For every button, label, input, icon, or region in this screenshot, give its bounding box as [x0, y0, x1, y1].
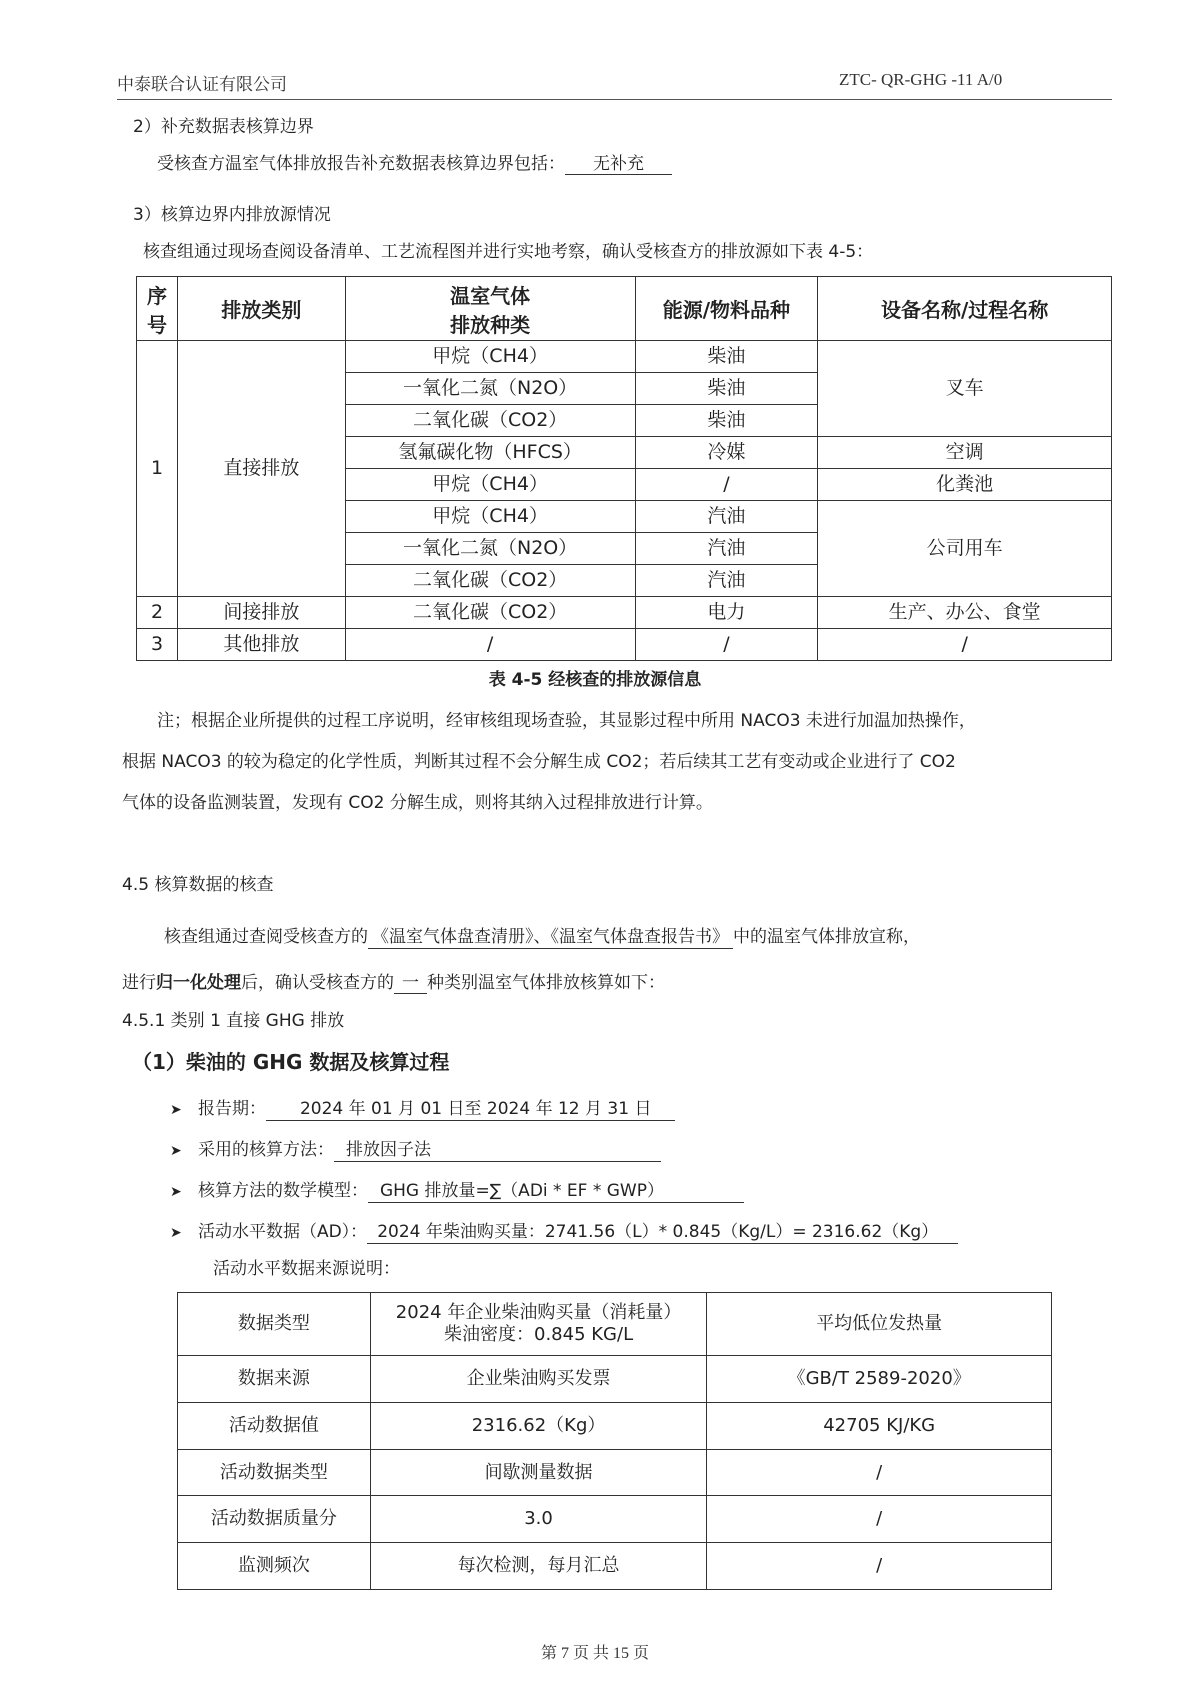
emission-source-table — [136, 276, 1112, 661]
th-energy: 能源/物料品种 — [635, 277, 818, 341]
row-label: 数据类型 — [178, 1293, 371, 1356]
category-direct: 直接排放 — [177, 341, 345, 597]
note-line3: 气体的设备监测装置，发现有 CO2 分解生成，则将其纳入过程排放进行计算。 — [122, 793, 713, 813]
arrow-icon: ➤ — [170, 1102, 182, 1118]
energy-cell: 柴油 — [635, 341, 818, 373]
row-label: 监测频次 — [178, 1543, 371, 1590]
gas-cell: / — [345, 629, 635, 661]
note-line2: 根据 NACO3 的较为稳定的化学性质，判断其过程不会分解生成 CO2；若后续其工艺有变动或企业进行了 CO2 — [122, 752, 956, 772]
device-cell: / — [818, 629, 1112, 661]
page-number: 第 7 页 共 15 页 — [540, 1645, 649, 1662]
table-row — [178, 1496, 1052, 1543]
section2-line — [157, 149, 672, 175]
seq-2: 2 — [137, 597, 178, 629]
energy-cell: 电力 — [635, 597, 818, 629]
gas-cell: 甲烷（CH4） — [345, 501, 635, 533]
energy-cell: 柴油 — [635, 405, 818, 437]
seq-1: 1 — [137, 341, 178, 597]
device-car: 公司用车 — [818, 501, 1112, 597]
table45-caption: 表 4-5 经核查的排放源信息 — [488, 670, 702, 690]
row-value: / — [707, 1543, 1052, 1590]
th-gas: 温室气体 排放种类 — [345, 277, 635, 341]
row-label: 活动数据类型 — [178, 1450, 371, 1496]
gas-cell: 二氧化碳（CO2） — [345, 597, 635, 629]
gas-cell: 一氧化二氮（N2O） — [345, 373, 635, 405]
section45-title: 4.5 核算数据的核查 — [122, 875, 274, 895]
th-category: 排放类别 — [177, 277, 345, 341]
diesel-title: （1）柴油的 GHG 数据及核算过程 — [132, 1050, 450, 1074]
row-label: 活动数据质量分 — [178, 1496, 371, 1543]
header-company: 中泰联合认证有限公司 — [117, 75, 287, 94]
row-value: 42705 KJ/KG — [707, 1403, 1052, 1450]
section3-intro: 核查组通过现场查阅设备清单、工艺流程图并进行实地考察，确认受核查方的排放源如下表 4-5： — [143, 242, 874, 262]
row-value: 2024 年企业柴油购买量（消耗量） 柴油密度：0.845 KG/L — [370, 1293, 707, 1356]
table-row — [178, 1450, 1052, 1496]
gas-cell: 甲烷（CH4） — [345, 469, 635, 501]
ad-source-title: 活动水平数据来源说明： — [213, 1259, 400, 1279]
row-value: 3.0 — [370, 1496, 707, 1543]
section45-p1: 核查组通过查阅受核查方的 《温室气体盘查清册》、《温室气体盘查报告书》 中的温室气体排放宣称， — [164, 922, 920, 949]
bullet-model: ➤ 核算方法的数学模型： GHG 排放量=∑（ADi * EF * GWP） — [170, 1176, 744, 1203]
gas-cell: 甲烷（CH4） — [345, 341, 635, 373]
device-cell: 生产、办公、食堂 — [818, 597, 1112, 629]
row-value: 间歇测量数据 — [370, 1450, 707, 1496]
table-row — [137, 341, 1112, 373]
row-label: 活动数据值 — [178, 1403, 371, 1450]
energy-cell: / — [635, 469, 818, 501]
energy-cell: 柴油 — [635, 373, 818, 405]
energy-cell: / — [635, 629, 818, 661]
energy-cell: 汽油 — [635, 565, 818, 597]
energy-cell: 汽油 — [635, 501, 818, 533]
arrow-icon: ➤ — [170, 1225, 182, 1241]
table45-header-row — [137, 277, 1112, 341]
section2-prefix: 受核查方温室气体排放报告补充数据表核算边界包括： — [157, 154, 565, 174]
device-forklift: 叉车 — [818, 341, 1112, 437]
device-septic: 化粪池 — [818, 469, 1112, 501]
energy-cell: 冷媒 — [635, 437, 818, 469]
arrow-icon: ➤ — [170, 1143, 182, 1159]
note-line1: 注；根据企业所提供的过程工序说明，经审核组现场查验，其显影过程中所用 NACO3 未进行加温加热操作， — [157, 711, 976, 731]
bullet-report-period: ➤ 报告期： 2024 年 01 月 01 日至 2024 年 12 月 31 日 — [170, 1094, 675, 1121]
row-value: 每次检测，每月汇总 — [370, 1543, 707, 1590]
table-row — [178, 1543, 1052, 1590]
section2-value: 无补充 — [565, 149, 672, 175]
category-other: 其他排放 — [177, 629, 345, 661]
seq-3: 3 — [137, 629, 178, 661]
bullet-ad: ➤ 活动水平数据（AD）： 2024 年柴油购买量：2741.56（L）* 0.845（Kg/L）= 2316.62（Kg） — [170, 1217, 958, 1244]
gas-cell: 二氧化碳（CO2） — [345, 405, 635, 437]
table-row — [178, 1356, 1052, 1403]
row-value: 企业柴油购买发票 — [370, 1356, 707, 1403]
device-ac: 空调 — [818, 437, 1112, 469]
arrow-icon: ➤ — [170, 1184, 182, 1200]
table-row — [137, 629, 1112, 661]
bullet-method: ➤ 采用的核算方法： 排放因子法 — [170, 1135, 661, 1162]
header-doc-code: ZTC- QR-GHG -11 A/0 — [839, 70, 1003, 89]
gas-cell: 氢氟碳化物（HFCS） — [345, 437, 635, 469]
section3-title: 3）核算边界内排放源情况 — [133, 205, 331, 225]
row-value: 平均低位发热量 — [707, 1293, 1052, 1356]
section2-title: 2）补充数据表核算边界 — [133, 117, 314, 137]
table-row — [137, 597, 1112, 629]
row-value: 《GB/T 2589-2020》 — [707, 1356, 1052, 1403]
th-seq: 序号 — [137, 277, 178, 341]
row-label: 数据来源 — [178, 1356, 371, 1403]
category-indirect: 间接排放 — [177, 597, 345, 629]
section45-p2: 进行归一化处理后，确认受核查方的 一 种类别温室气体排放核算如下： — [122, 968, 665, 994]
section451-title: 4.5.1 类别 1 直接 GHG 排放 — [122, 1011, 345, 1031]
energy-cell: 汽油 — [635, 533, 818, 565]
activity-data-table — [177, 1292, 1052, 1590]
table-row — [178, 1293, 1052, 1356]
gas-cell: 一氧化二氮（N2O） — [345, 533, 635, 565]
row-value: 2316.62（Kg） — [370, 1403, 707, 1450]
row-value: / — [707, 1450, 1052, 1496]
referenced-documents: 《温室气体盘查清册》、《温室气体盘查报告书》 — [368, 922, 733, 949]
table-row — [178, 1403, 1052, 1450]
th-device: 设备名称/过程名称 — [818, 277, 1112, 341]
gas-cell: 二氧化碳（CO2） — [345, 565, 635, 597]
row-value: / — [707, 1496, 1052, 1543]
header-divider — [117, 99, 1112, 100]
